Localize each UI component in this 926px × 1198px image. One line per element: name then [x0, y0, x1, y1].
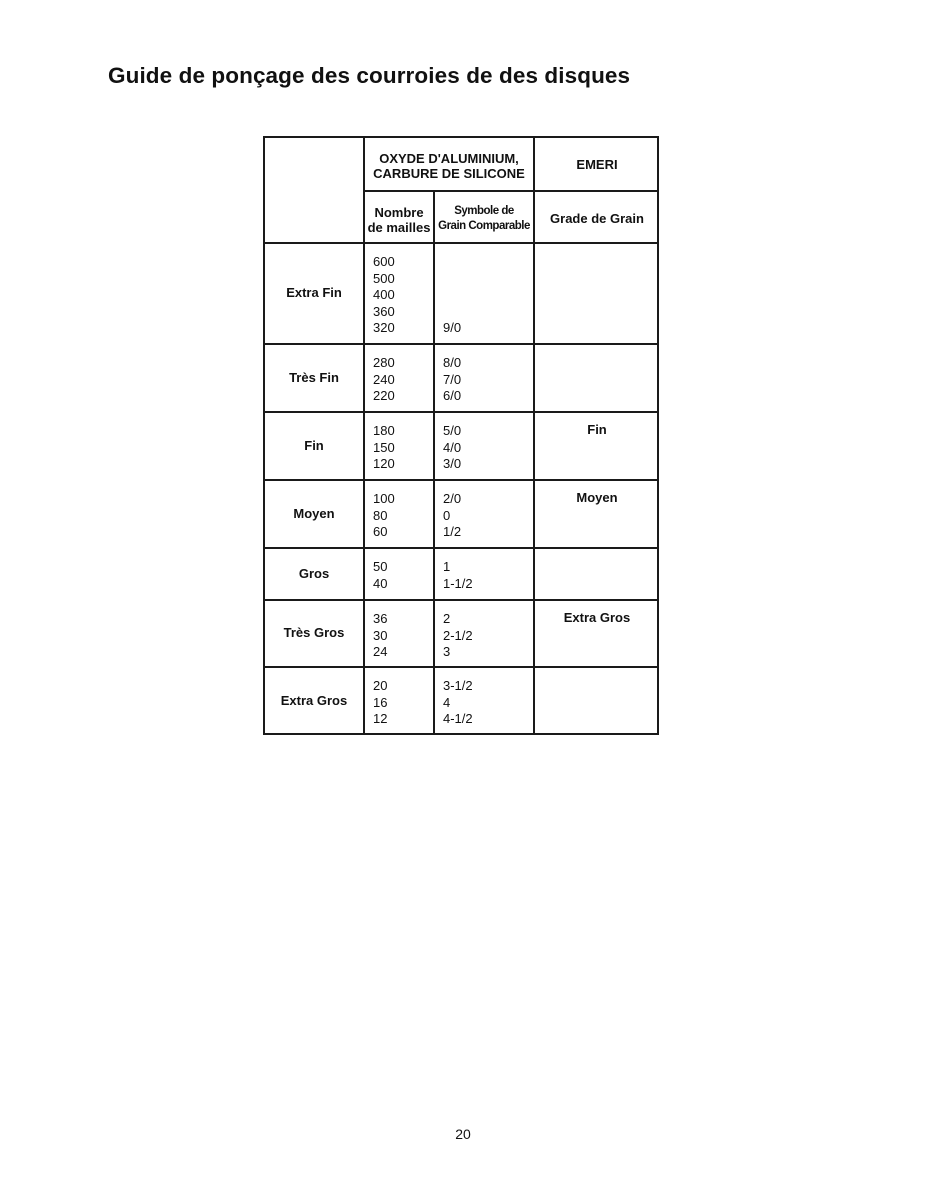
row-mesh: 100 80 60 — [373, 491, 395, 539]
row-rule — [265, 242, 659, 244]
page-number: 20 — [455, 1126, 471, 1142]
header-grain-symbol: Symbole de Grain Comparable — [438, 205, 530, 232]
row-symbol: 2/0 0 1/2 — [443, 491, 462, 539]
row-symbol: 1 1-1/2 — [443, 559, 473, 591]
row-rule — [265, 547, 659, 549]
row-mesh: 180 150 120 — [373, 423, 395, 471]
row-rule — [265, 666, 659, 668]
header-mesh-count: Nombre de mailles — [367, 205, 431, 235]
row-category: Gros — [298, 566, 330, 581]
row-symbol: 8/0 7/0 6/0 — [443, 355, 462, 403]
row-grade: Moyen — [576, 490, 618, 505]
page-title: Guide de ponçage des courroies de des disques — [108, 63, 631, 88]
row-mesh: 50 40 — [373, 559, 388, 591]
row-category: Extra Fin — [286, 285, 342, 300]
row-category: Extra Gros — [280, 693, 348, 708]
row-mesh: 36 30 24 — [373, 611, 388, 659]
grit-table — [263, 136, 659, 735]
row-grade: Fin — [587, 422, 607, 437]
row-mesh: 280 240 220 — [373, 355, 395, 403]
header-grit-grade: Grade de Grain — [550, 211, 644, 226]
row-category: Très Fin — [289, 370, 339, 385]
row-symbol: 2 2-1/2 3 — [443, 611, 473, 659]
row-mesh: 600 500 400 360 320 — [373, 254, 395, 335]
row-symbol: 9/0 — [443, 320, 462, 335]
row-rule — [265, 411, 659, 413]
col-rule — [433, 190, 435, 735]
row-rule — [265, 599, 659, 601]
header-emery: EMERI — [576, 157, 618, 172]
row-category: Très Gros — [283, 625, 345, 640]
row-category: Fin — [304, 438, 324, 453]
row-mesh: 20 16 12 — [373, 678, 388, 726]
row-symbol: 3-1/2 4 4-1/2 — [443, 678, 473, 726]
row-category: Moyen — [293, 506, 335, 521]
header-aluminum-oxide: OXYDE D'ALUMINIUM, CARBURE DE SILICONE — [373, 151, 525, 181]
row-grade: Extra Gros — [563, 610, 631, 625]
row-rule — [265, 479, 659, 481]
row-symbol: 5/0 4/0 3/0 — [443, 423, 462, 471]
row-rule — [265, 343, 659, 345]
row-rule — [363, 190, 659, 192]
